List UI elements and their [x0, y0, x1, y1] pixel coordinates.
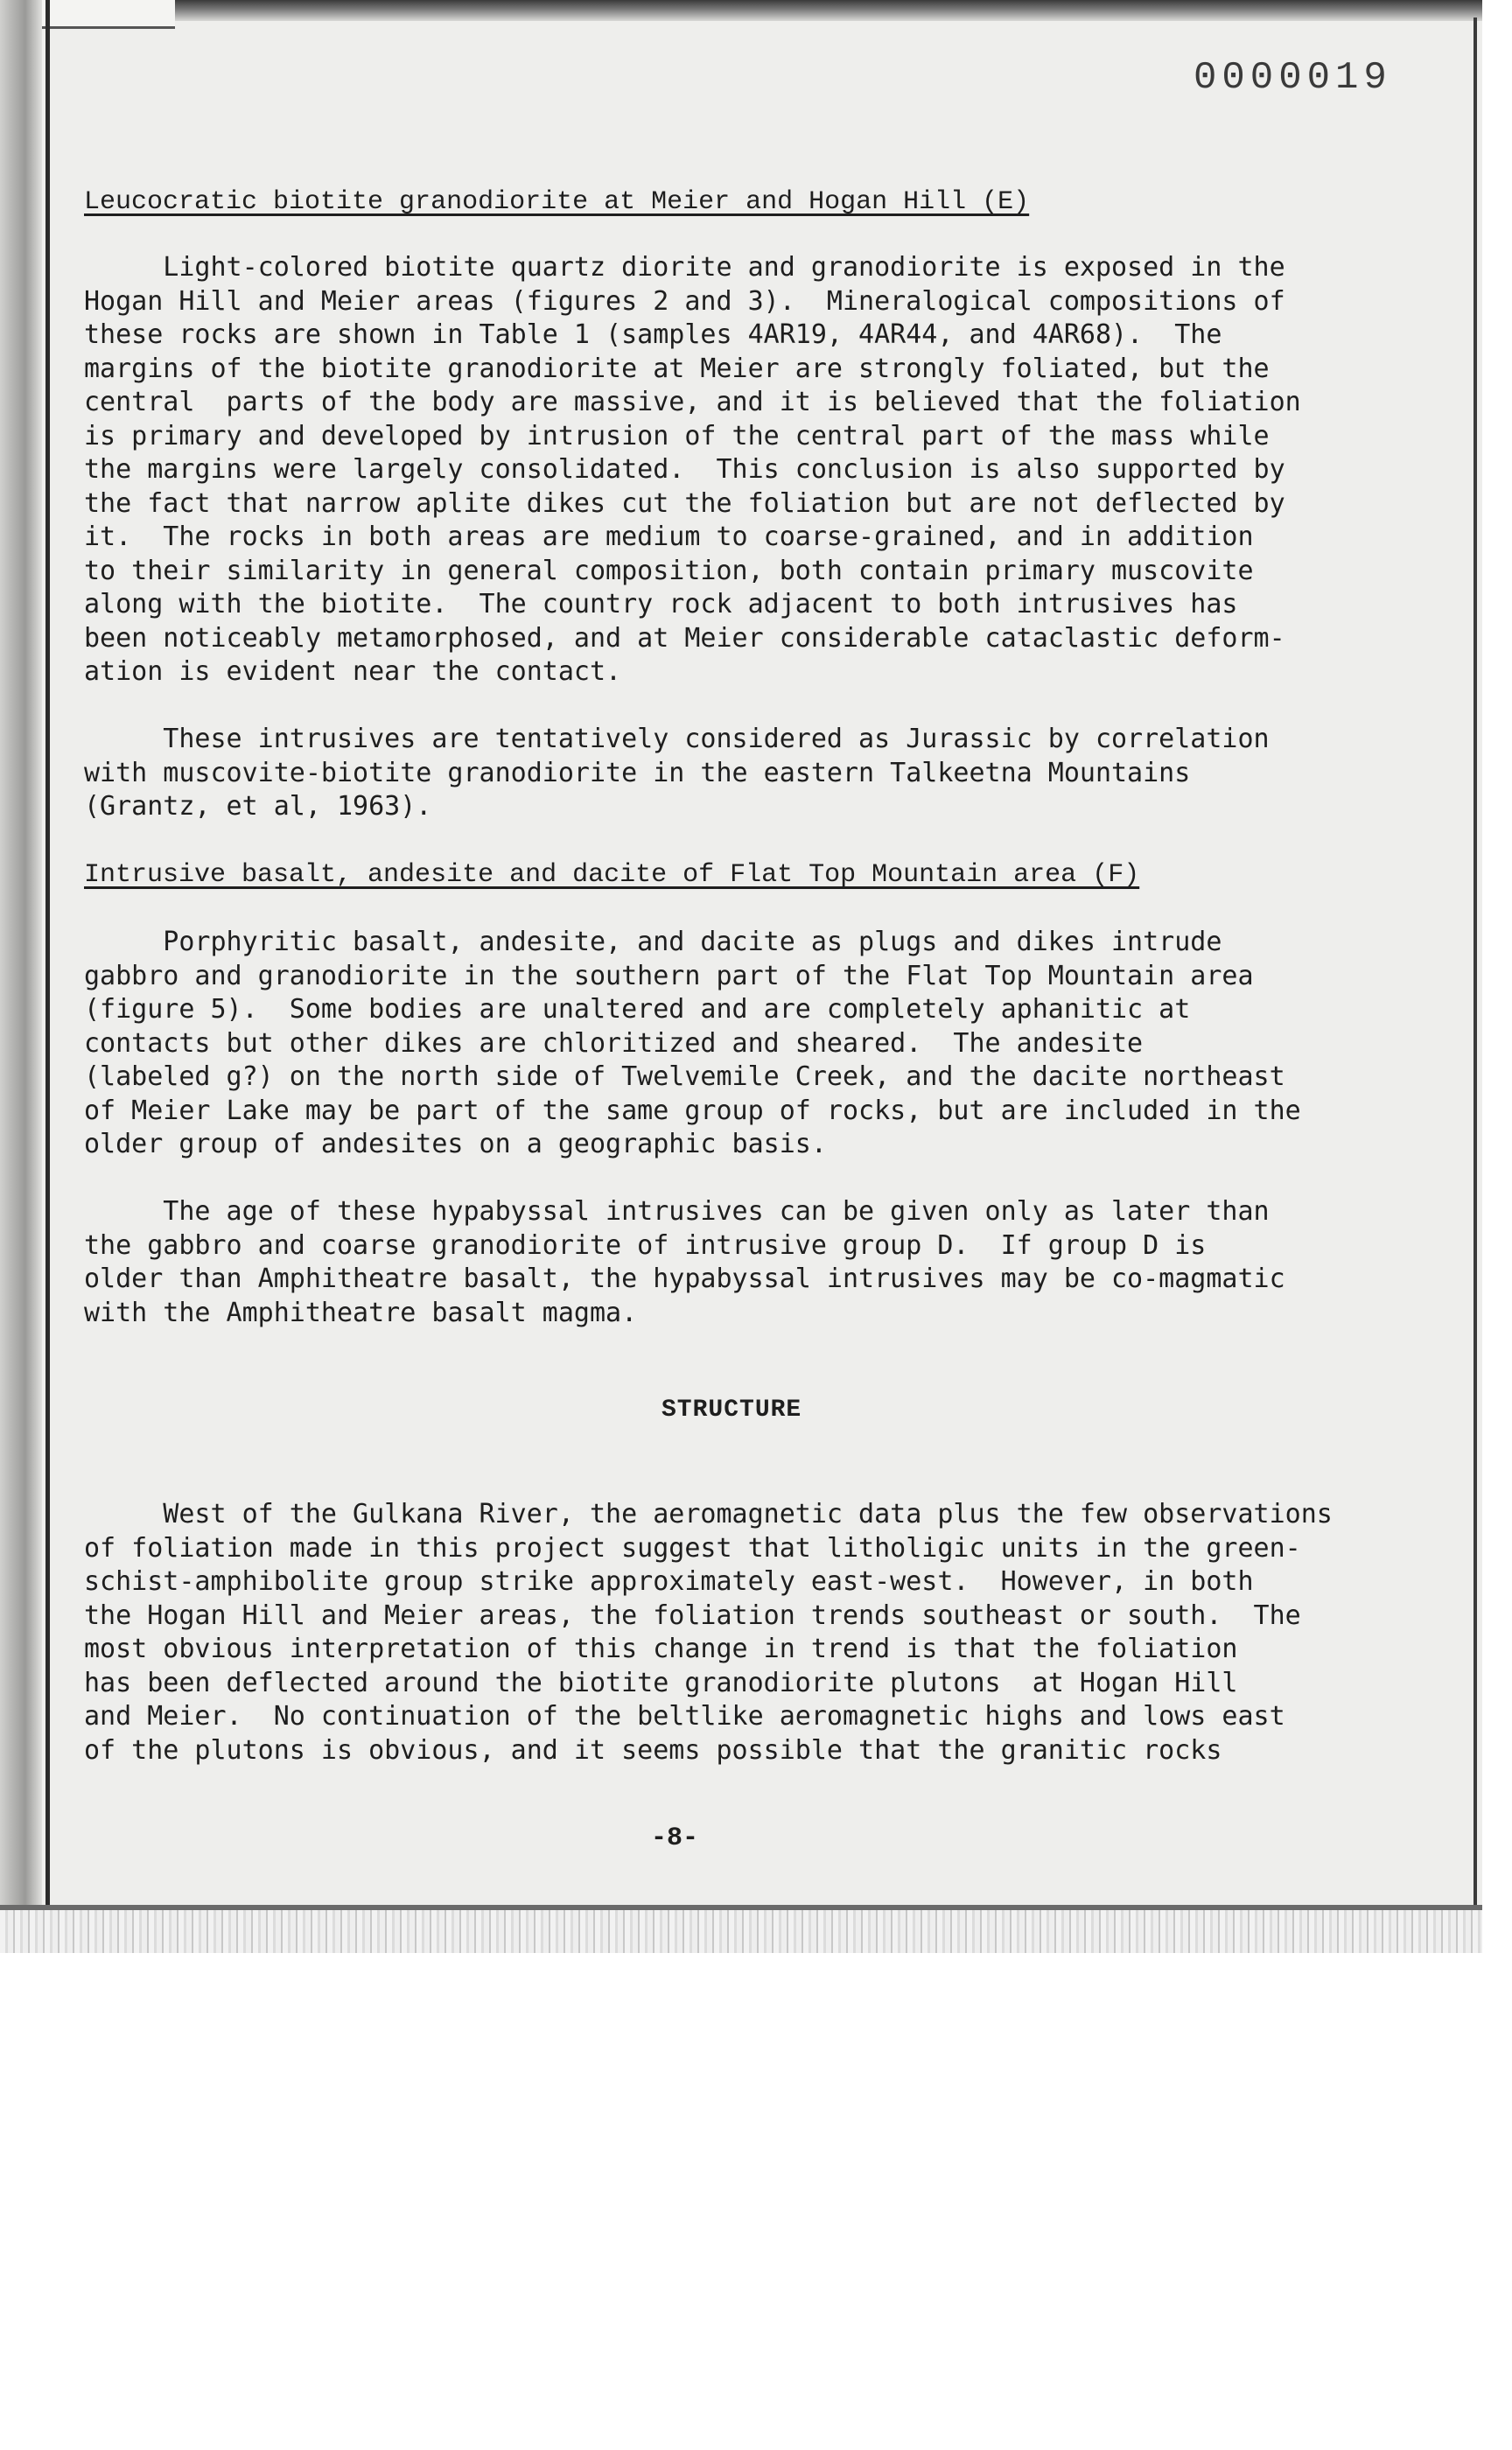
- structure-section-title: STRUCTURE: [662, 1396, 802, 1424]
- scan-noise-strip: [0, 1910, 1482, 1953]
- section-f-paragraph-2: The age of these hypabyssal intrusives can be given only as later than the gabbro and coarse granodiorite of intrusive group D. If group D is older than Amphitheatre basalt, the hypabyssal intrusives may be co-magmatic with the Amphitheatre basalt magma.: [84, 1196, 1285, 1328]
- page-top-shadow: [0, 0, 1482, 21]
- page-left-border: [46, 0, 50, 1934]
- document-stamp-number: 0000019: [1194, 56, 1392, 100]
- section-e-paragraph-1: Light-colored biotite quartz diorite and granodiorite is exposed in the Hogan Hill and Meier areas (figures 2 and 3). Mineralogical compositions of these rocks are shown in Table 1 (samples 4AR19, 4AR44, and 4AR68). The margins of the biotite granodiorite at Meier are strongly foliated, but the central parts of the body are massive, and it is believed that the foliation is primary and developed by intrusion of the central part of the mass while the margins were largely consolidated. This conclusion is also supported by the fact that narrow aplite dikes cut the foliation but are not deflected by it. The rocks in both areas are medium to coarse-grained, and in addition to their similarity in general composition, both contain primary muscovite along with the biotite. The country rock adjacent to both intrusives has been noticeably metamorphosed, and at Meier considerable cataclastic deform- ation is evident near the contact.: [84, 252, 1301, 687]
- section-e-paragraph-2: These intrusives are tentatively considered as Jurassic by correlation with muscovite-biotite granodiorite in the eastern Talkeetna Mountains (Grantz, et al, 1963).: [84, 724, 1270, 822]
- section-e-heading: Leucocratic biotite granodiorite at Meier and Hogan Hill (E): [84, 187, 1030, 217]
- page-binding-edge: [0, 0, 42, 1953]
- page-right-border: [1474, 18, 1477, 1953]
- section-f-heading: Intrusive basalt, andesite and dacite of Flat Top Mountain area (F): [84, 860, 1140, 890]
- structure-paragraph-1: West of the Gulkana River, the aeromagnetic data plus the few observations of foliation made in this project suggest that litholigic units in the green- schist-amphibolite group strike approximately east-west. However, in both the Hogan Hill and Meier areas, the foliation trends southeast or south. The most obvious interpretation of this change in trend is that the foliation has been deflected around the biotite granodiorite plutons at Hogan Hill and Meier. No continuation of the beltlike aeromagnetic highs and lows east of the plutons is obvious, and it seems possible that the granitic rocks: [84, 1499, 1333, 1766]
- page-folio: -8-: [651, 1824, 699, 1853]
- section-f-paragraph-1: Porphyritic basalt, andesite, and dacite as plugs and dikes intrude gabbro and granodiorite in the southern part of the Flat Top Mountain area (figure 5). Some bodies are unaltered and are completely aphanitic at contacts but other dikes are chloritized and sheared. The andesite (labeled g?) on the north side of Twelvemile Creek, and the dacite northeast of Meier Lake may be part of the same group of rocks, but are included in the older group of andesites on a geographic basis.: [84, 927, 1301, 1159]
